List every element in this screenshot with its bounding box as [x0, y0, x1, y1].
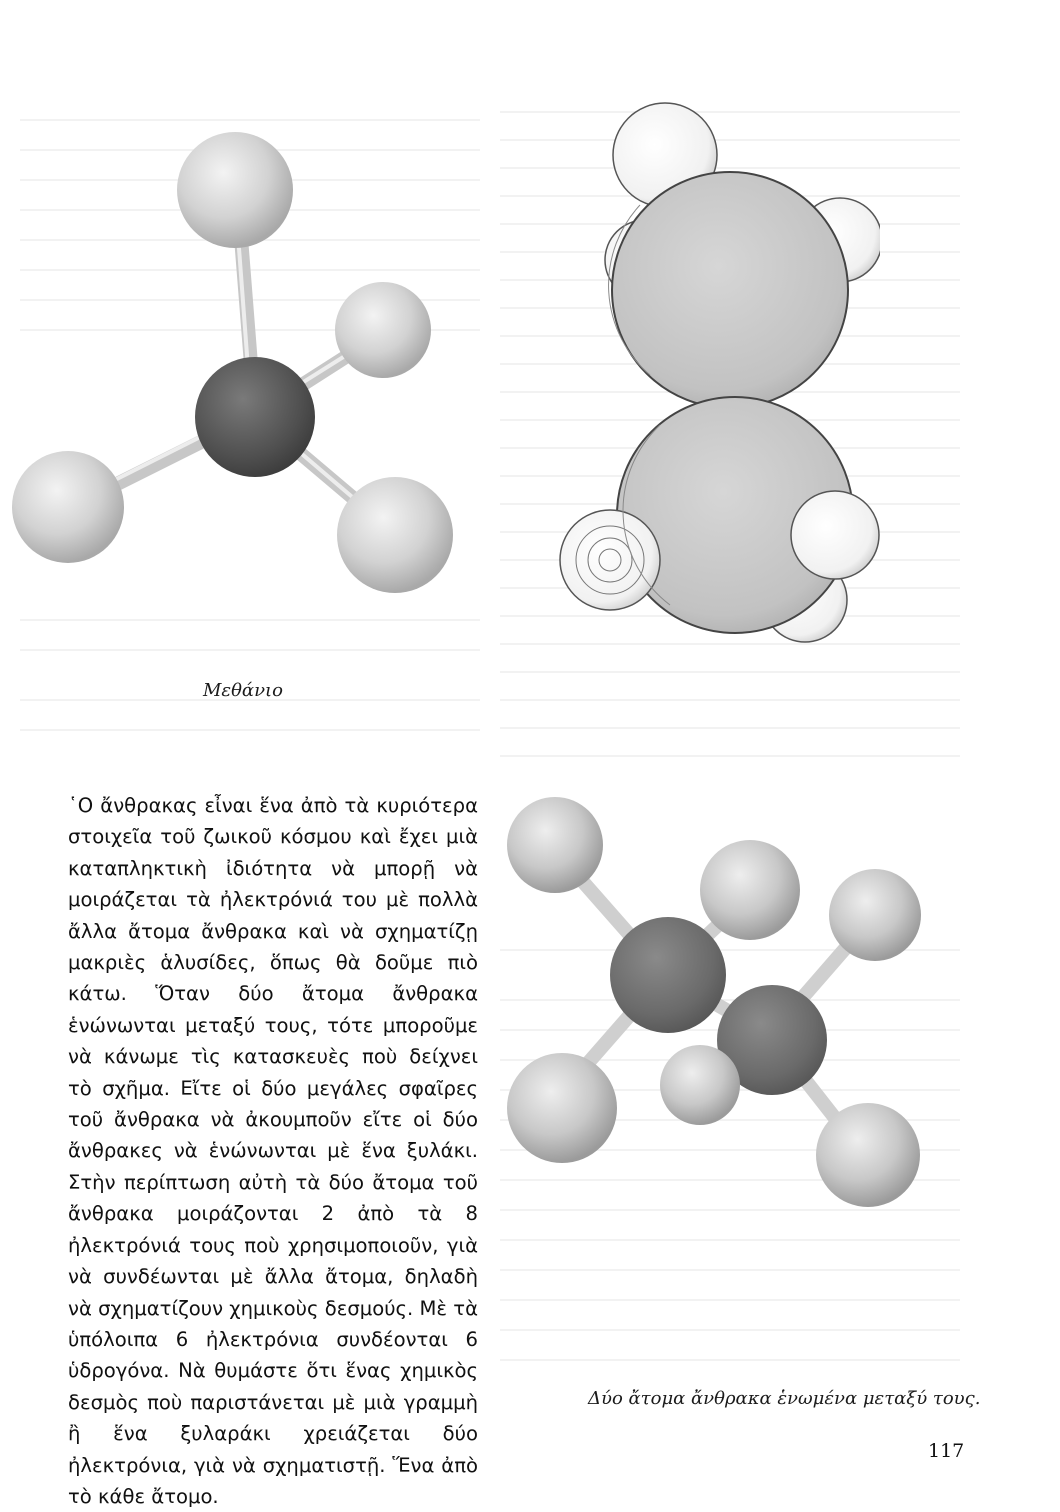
ethane-hydrogen-bottom-middle: [660, 1045, 740, 1125]
ethane-carbon-left: [610, 917, 726, 1033]
ethane-hydrogen-top-middle: [700, 840, 800, 940]
ethane-hydrogen-top-right: [829, 869, 921, 961]
ethane-hydrogen-bottom-left: [507, 1053, 617, 1163]
hydrogen-sphere-lower-right: [791, 491, 879, 579]
ethane-hydrogen-bottom-right: [816, 1103, 920, 1207]
ethane-model-figure: [500, 790, 940, 1220]
hydrogen-atom-top: [177, 132, 293, 248]
hydrogen-atom-left: [12, 451, 124, 563]
carbon-atom: [195, 357, 315, 477]
methane-model-figure: [0, 95, 480, 615]
hydrogen-atom-right: [335, 282, 431, 378]
ethane-hydrogen-top-left: [507, 797, 603, 893]
body-paragraph: ῾Ο ἄνθρακας εἶναι ἕνα ἀπὸ τὰ κυριότερα στοιχεῖα τοῦ ζωικοῦ κόσμου καὶ ἔχει μιὰ καταπληκτικὴ ἰδιότητα νὰ μπορῇ νὰ μοιράζεται τὰ ἠλεκτρόνιά του μὲ πολλὰ ἄλλα ἄτομα ἄνθρακα καὶ νὰ σχηματίζῃ μακριὲς ἁλυσίδες, ὅπως θὰ δοῦμε πιὸ κάτω. Ὅταν δύο ἄτομα ἄνθρακα ἑνώνωνται μεταξύ τους, τότε μποροῦμε νὰ κάνωμε τὶς κατασκευὲς ποὺ δείχνει τὸ σχῆμα. Εἴτε οἱ δύο μεγάλες σφαῖρες τοῦ ἄνθρακα νὰ ἀκουμποῦν εἴτε οἱ δύο ἄνθρακες νὰ ἑνώνωνται μὲ ἕνα ξυλάκι. Στὴν περίπτωση αὐτὴ τὰ δύο ἄτομα τοῦ ἄνθρακα μοιράζονται 2 ἀπὸ τὰ 8 ἠλεκτρόνιά τους ποὺ χρησιμοποιοῦν, γιὰ νὰ συνδέωνται μὲ ἄλλα ἄτομα, δηλαδὴ νὰ σχηματίζουν χημικοὺς δεσμούς. Μὲ τὰ ὑπόλοιπα 6 ἠλεκτρόνια συνδέονται 6 ὑδρογόνα. Νὰ θυμάστε ὅτι ἕνας χημικὸς δεσμὸς ποὺ παριστάνεται μὲ μιὰ γραμμὴ ἢ ἕνα ξυλαράκι χρειάζεται δύο ἠλεκτρόνια, γιὰ νὰ σχηματιστῇ. Ἕνα ἀπὸ τὸ κάθε ἄτομο.: [68, 794, 478, 1508]
page-number: 117: [928, 1440, 965, 1462]
hydrogen-atom-bottom-right: [337, 477, 453, 593]
methane-caption: Μεθάνιο: [203, 680, 283, 701]
hydrogen-sphere-lower-left: [560, 510, 660, 610]
space-filling-model-figure: [550, 95, 880, 655]
ethane-caption: Δύο ἄτομα ἄνθρακα ἑνωμένα μεταξύ τους.: [588, 1388, 981, 1409]
